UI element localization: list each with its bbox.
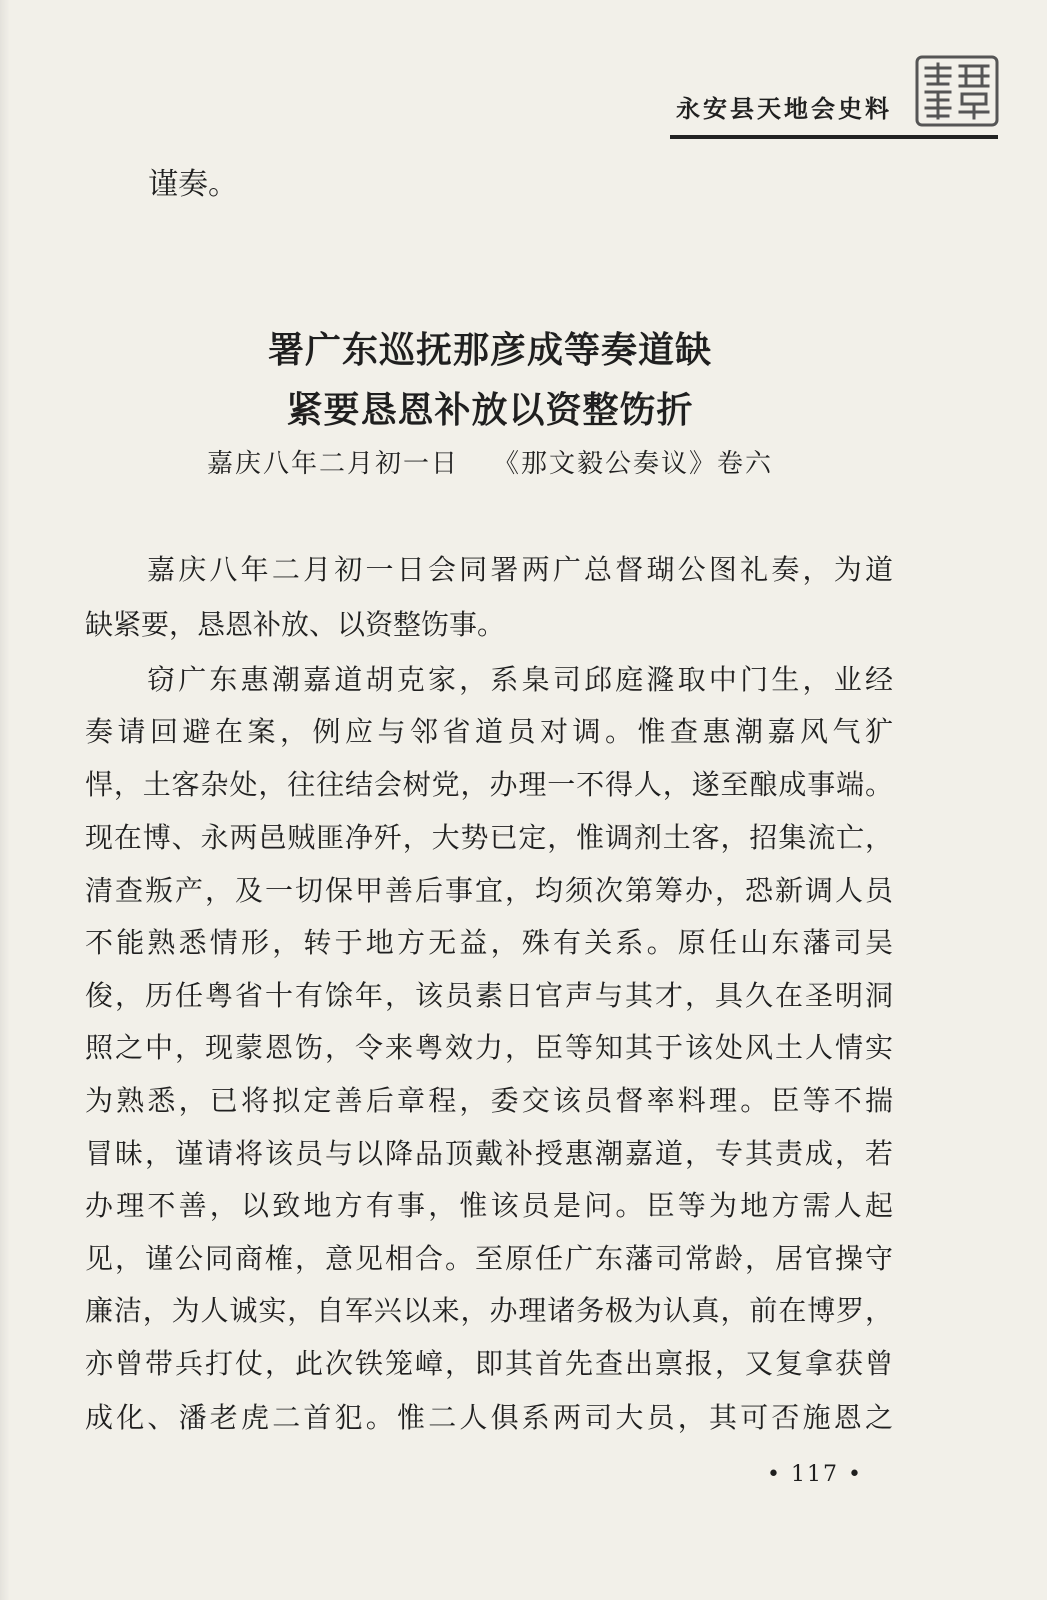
- body-line: 照之中，现蒙恩饬，令来粤效力，臣等知其于该处风土人情实: [85, 1031, 893, 1064]
- body-line: 冒昧，谨请将该员与以降品顶戴补授惠潮嘉道，专其责成，若: [85, 1137, 893, 1170]
- body-line: 窃广东惠潮嘉道胡克家，系臬司邱庭漋取中门生，业经: [147, 663, 893, 696]
- body-line: 清查叛产，及一切保甲善后事宜，均须次第筹办，恐新调人员: [85, 874, 893, 907]
- body-line: 悍，土客杂处，往往结会树党，办理一不得人，遂至酿成事端。: [85, 768, 893, 801]
- body-line: 见，谨公同商榷，意见相合。至原任广东藩司常龄，居官操守: [85, 1242, 893, 1275]
- body-line: 为熟悉，已将拟定善后章程，委交该员督率料理。臣等不揣: [85, 1084, 893, 1117]
- document-date: 嘉庆八年二月初一日: [206, 449, 459, 479]
- body-line: 嘉庆八年二月初一日会同署两广总督瑚公图礼奏，为道: [147, 553, 893, 586]
- seal-logo: [914, 54, 1000, 128]
- closing-remark: 谨奏。: [148, 167, 238, 202]
- body-line: 奏请回避在案，例应与邻省道员对调。惟查惠潮嘉风气犷: [85, 715, 893, 748]
- running-title: 永安县天地会史料: [676, 94, 892, 123]
- document-title-line-2: 紧要恳恩补放以资整饬折: [286, 389, 694, 431]
- body-line: 成化、潘老虎二首犯。惟二人俱系两司大员，其可否施恩之: [85, 1401, 893, 1434]
- body-line: 廉洁，为人诚实，自军兴以来，办理诸务极为认真，前在博罗，: [85, 1294, 893, 1327]
- document-subtitle: [150, 446, 830, 482]
- body-line: 办理不善，以致地方有事，惟该员是问。臣等为地方需人起: [85, 1189, 893, 1222]
- page-number: • 117 •: [767, 1462, 863, 1487]
- body-line: 不能熟悉情形，转于地方无益，殊有关系。原任山东藩司吴: [85, 926, 893, 959]
- page-edge-shadow: [0, 0, 10, 1600]
- document-title-line-1: 署广东巡抚那彦成等奏道缺: [267, 329, 712, 371]
- body-line: 亦曾带兵打仗，此次铁笼嶂，即其首先查出禀报，又复拿获曾: [85, 1347, 893, 1380]
- header-rule: [670, 135, 998, 139]
- body-line: 俊，历任粤省十有馀年，该员素日官声与其才，具久在圣明洞: [85, 979, 893, 1012]
- body-line: 缺紧要，恳恩补放、以资整饬事。: [85, 608, 506, 641]
- document-source: 《那文毅公奏议》卷六: [493, 449, 774, 479]
- body-line: 现在博、永两邑贼匪净歼，大势已定，惟调剂土客，招集流亡，: [85, 821, 893, 854]
